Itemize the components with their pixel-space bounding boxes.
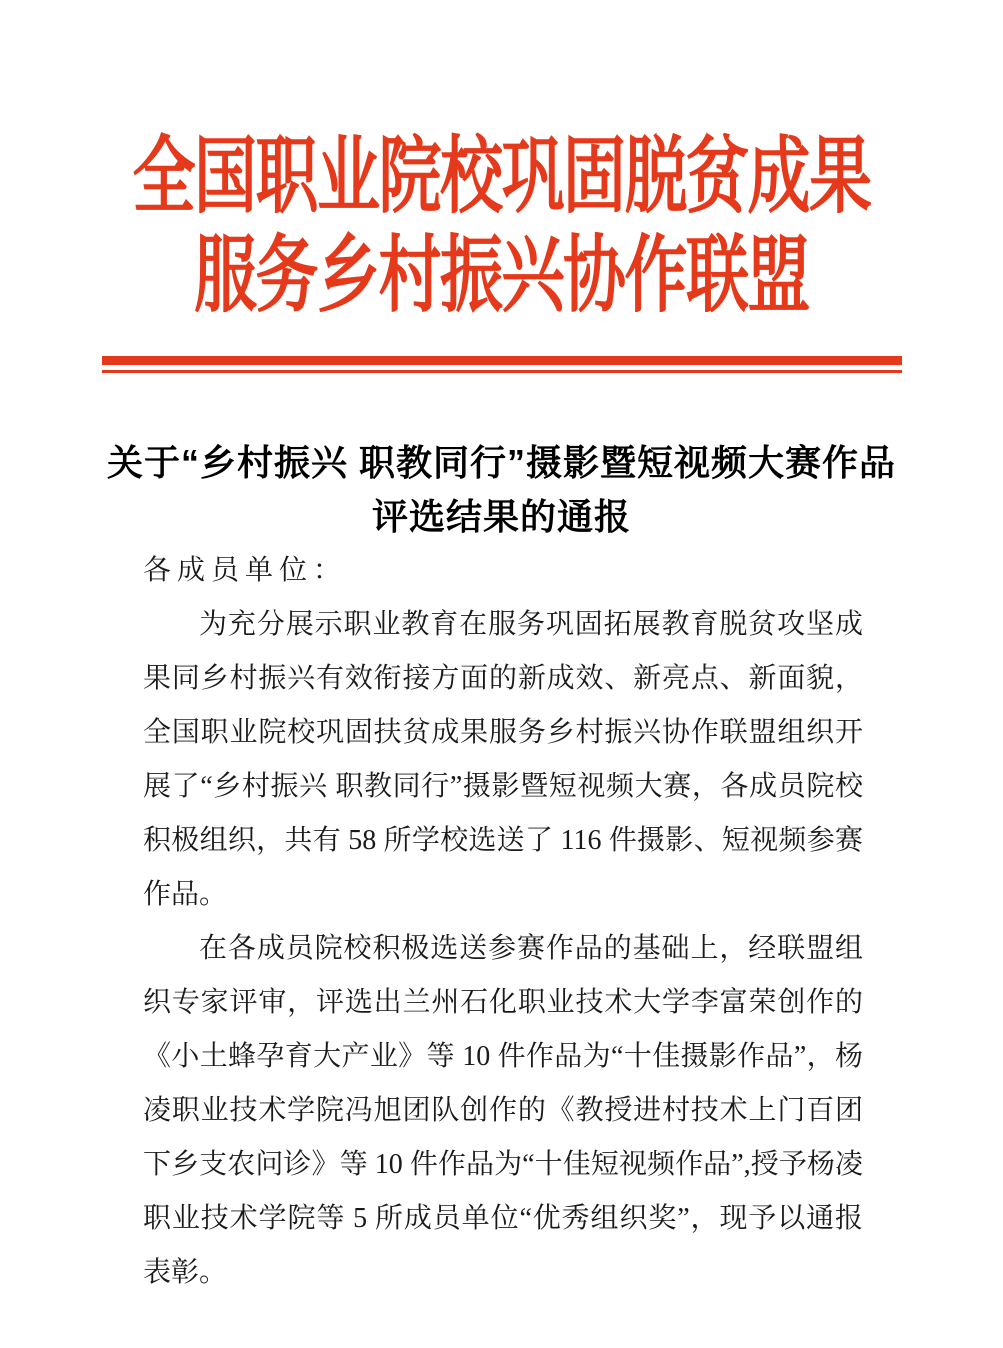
notice-title	[0, 436, 1003, 544]
letterhead-org-name-line1: 全国职业院校巩固脱贫成果	[132, 131, 871, 224]
notice-title-line2: 评选结果的通报	[371, 496, 631, 537]
paragraph-2: 在各成员院校积极选送参赛作品的基础上，经联盟组织专家评审，评选出兰州石化职业技术大学李富荣创作的《小土蜂孕育大产业》等 10 件作品为“十佳摄影作品”，杨凌职业技术学院冯旭团队创作的《教授进村技术上门百团下乡支农问诊》等 10 件作品为“十佳短视频作品”,授予杨凌职业技术学院等 5 所成员单位“优秀组织奖”，现予以通报表彰。	[143, 933, 863, 1288]
salutation: 各成员单位：	[143, 555, 348, 586]
notice-title-line1: 关于“乡村振兴 职教同行”摄影暨短视频大赛作品	[106, 442, 896, 483]
letterhead	[0, 0, 1003, 326]
separator-thick-rule	[102, 356, 902, 365]
separator-thin-rule	[102, 370, 902, 373]
letterhead-org-name-line2: 服务乡村振兴协作联盟	[193, 230, 809, 323]
paragraph-1: 为充分展示职业教育在服务巩固拓展教育脱贫攻坚成果同乡村振兴有效衔接方面的新成效、新亮点、新面貌，全国职业院校巩固扶贫成果服务乡村振兴协作联盟组织开展了“乡村振兴 职教同行”摄影暨短视频大赛，各成员院校积极组织，共有 58 所学校选送了 116 件摄影、短视频参赛作品。	[143, 609, 863, 910]
notice-body	[143, 544, 863, 1300]
header-separator	[102, 356, 902, 373]
